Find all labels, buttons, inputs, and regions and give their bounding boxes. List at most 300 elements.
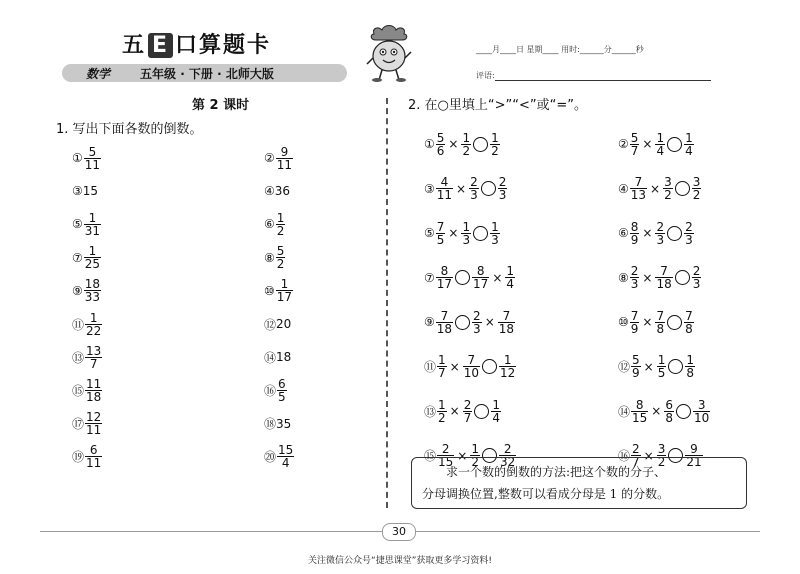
- fraction-denominator: 12: [500, 366, 516, 380]
- fraction-numerator: 1: [88, 210, 97, 225]
- fraction-denominator: 9: [630, 321, 639, 336]
- item-number: ⑪: [72, 317, 85, 332]
- item-number: ⑲: [72, 450, 85, 465]
- fraction-numerator: 3: [657, 442, 666, 456]
- integer-value: 35: [276, 416, 292, 431]
- item-number: ⑰: [72, 417, 85, 432]
- item-number: ⑱: [264, 417, 277, 432]
- fraction: [630, 265, 640, 290]
- reciprocal-item: [264, 442, 295, 472]
- fraction-denominator: 2: [491, 143, 499, 158]
- fraction-denominator: 25: [84, 257, 101, 272]
- lesson-title: 第 2 课时: [192, 98, 250, 113]
- fraction: [472, 265, 489, 290]
- multiply-sign: ×: [642, 137, 653, 151]
- reciprocal-item: [264, 276, 294, 306]
- reciprocal-item: [264, 375, 288, 405]
- fraction-numerator: 3: [697, 397, 706, 412]
- fraction-numerator: 5: [632, 353, 640, 367]
- item-number: ⑫: [618, 360, 631, 374]
- fraction-denominator: 3: [630, 277, 639, 291]
- fraction-numerator: 8: [440, 264, 449, 278]
- fraction-numerator: 7: [630, 308, 639, 323]
- reciprocal-item: [72, 342, 103, 372]
- fraction-numerator: 2: [503, 442, 512, 456]
- compare-item: [424, 129, 501, 159]
- fraction: [630, 132, 640, 157]
- fraction-numerator: 1: [491, 219, 499, 234]
- item-number: ③: [424, 181, 435, 196]
- fraction: [463, 399, 473, 424]
- fraction-numerator: 7: [685, 308, 693, 323]
- fraction-denominator: 3: [692, 277, 701, 291]
- question-2-title: 2. 在○里填上“>”“<”或“=”。: [408, 98, 587, 113]
- subject-banner: [62, 64, 347, 82]
- reciprocal-item: [72, 176, 98, 206]
- item-number: ⑩: [264, 283, 275, 298]
- integer-value: 15: [82, 184, 99, 199]
- fraction: [664, 399, 674, 424]
- fraction-numerator: 1: [276, 210, 285, 225]
- reciprocal-item: [264, 176, 290, 206]
- compare-item: [618, 129, 695, 159]
- fraction-denominator: 6: [436, 143, 445, 158]
- answer-circle: [474, 404, 489, 419]
- fraction: [630, 221, 640, 246]
- fraction-denominator: 18: [86, 389, 102, 404]
- fraction: [655, 310, 665, 335]
- reciprocal-item: [72, 209, 102, 239]
- fraction-denominator: 18: [656, 277, 672, 291]
- footer-note: 关注微信公众号“捷思课堂”获取更多学习资料!: [308, 556, 492, 566]
- grade-label: 五年级 · 下册 · 北师大版: [140, 66, 274, 81]
- answer-circle: [482, 359, 497, 374]
- multiply-sign: ×: [449, 359, 460, 374]
- multiply-sign: ×: [448, 226, 459, 240]
- fraction-denominator: 9: [630, 232, 639, 247]
- fraction-denominator: 3: [498, 188, 507, 202]
- fraction-denominator: 4: [685, 143, 693, 158]
- fraction: [505, 265, 515, 290]
- fraction-numerator: 2: [470, 175, 478, 189]
- fraction-denominator: 17: [276, 290, 293, 305]
- item-number: ⑨: [72, 283, 83, 298]
- fraction-denominator: 33: [84, 290, 101, 305]
- reciprocal-item: [264, 243, 286, 273]
- item-number: ③: [72, 184, 83, 199]
- fraction: [663, 176, 673, 201]
- fraction-numerator: 7: [634, 175, 643, 189]
- compare-item: [424, 263, 516, 293]
- item-number: ④: [618, 181, 629, 196]
- fraction: [85, 378, 102, 403]
- fraction-numerator: 13: [86, 343, 102, 358]
- fraction-denominator: 3: [491, 232, 499, 247]
- fraction-numerator: 2: [463, 397, 472, 412]
- comment-line: [476, 70, 711, 81]
- fraction-denominator: 4: [506, 277, 515, 291]
- fraction-denominator: 7: [438, 366, 446, 380]
- fraction: [437, 399, 447, 424]
- fraction-denominator: 4: [492, 410, 500, 425]
- reciprocal-item: [72, 375, 103, 405]
- multiply-sign: ×: [650, 181, 661, 196]
- fraction-denominator: 18: [498, 321, 515, 336]
- multiply-sign: ×: [643, 448, 654, 463]
- comment-underline: [495, 71, 711, 81]
- title-suffix: 口算题卡: [175, 33, 272, 58]
- item-number: ⑤: [424, 226, 435, 240]
- compare-item: [618, 263, 702, 293]
- fraction-numerator: 1: [471, 442, 479, 456]
- compare-item: [618, 218, 695, 248]
- item-number: ⑥: [264, 217, 275, 232]
- fraction-numerator: 1: [492, 397, 500, 412]
- fraction-denominator: 2: [471, 455, 479, 469]
- fraction-numerator: 2: [685, 219, 693, 234]
- item-number: ②: [618, 137, 629, 151]
- fraction-denominator: 4: [656, 143, 665, 158]
- fraction: [436, 310, 453, 335]
- fraction-denominator: 9: [632, 366, 640, 380]
- fraction-denominator: 11: [86, 456, 102, 471]
- fraction-denominator: 2: [664, 188, 672, 202]
- card-title: [122, 28, 271, 59]
- fraction-denominator: 22: [86, 323, 102, 338]
- fraction-numerator: 4: [440, 175, 449, 189]
- answer-circle: [667, 315, 682, 330]
- fraction-denominator: 11: [84, 157, 101, 172]
- fraction-denominator: 5: [657, 366, 666, 380]
- fraction-numerator: 3: [692, 175, 701, 189]
- fraction-numerator: 2: [630, 264, 639, 278]
- answer-circle: [675, 181, 690, 196]
- fraction-numerator: 8: [476, 264, 485, 278]
- item-number: ①: [72, 151, 83, 165]
- title-prefix: 五: [122, 33, 147, 58]
- fraction: [655, 265, 672, 290]
- answer-circle: [667, 226, 682, 241]
- fraction-numerator: 1: [88, 244, 97, 259]
- item-number: ⑤: [72, 217, 83, 232]
- answer-circle: [455, 315, 470, 330]
- reciprocal-item: [264, 209, 286, 239]
- fraction: [84, 146, 101, 171]
- fraction: [693, 399, 710, 424]
- fraction-numerator: 1: [506, 264, 515, 278]
- item-number: ⑭: [264, 350, 277, 365]
- fraction: [684, 221, 694, 246]
- comment-label: 评语:: [476, 71, 495, 80]
- item-number: ⑨: [424, 315, 435, 329]
- compare-item: [424, 218, 501, 248]
- answer-circle: [667, 137, 682, 152]
- fraction-denominator: 5: [278, 389, 286, 404]
- multiply-sign: ×: [456, 181, 467, 196]
- fraction-numerator: 3: [664, 175, 672, 189]
- reciprocal-item: [264, 143, 294, 173]
- fraction: [461, 132, 471, 157]
- answer-circle: [668, 359, 683, 374]
- reciprocal-item: [72, 309, 103, 339]
- fraction-numerator: 5: [630, 130, 639, 145]
- fraction-denominator: 8: [665, 410, 673, 425]
- fraction-denominator: 3: [656, 232, 665, 247]
- reciprocal-item: [264, 409, 291, 439]
- tip-box: [411, 457, 747, 509]
- fraction-denominator: 7: [630, 143, 639, 158]
- fraction-denominator: 7: [463, 410, 472, 425]
- fraction-denominator: 10: [694, 410, 710, 425]
- compare-item: [618, 174, 702, 204]
- fraction-numerator: 11: [86, 376, 102, 391]
- fraction-numerator: 8: [635, 397, 644, 412]
- fraction-numerator: 1: [438, 353, 446, 367]
- tip-line-1: 求一个数的倒数的方法:把这个数的分子、: [446, 465, 667, 479]
- fraction-denominator: 21: [686, 455, 702, 469]
- item-number: ⑧: [264, 250, 275, 265]
- compare-item: [424, 396, 502, 426]
- answer-circle: [675, 270, 690, 285]
- fraction-numerator: 6: [665, 397, 673, 412]
- integer-value: 18: [276, 350, 292, 365]
- fraction: [85, 312, 102, 337]
- fraction: [657, 354, 667, 379]
- fraction-numerator: 1: [462, 219, 471, 234]
- fraction-denominator: 11: [86, 423, 102, 438]
- fraction: [498, 176, 508, 201]
- multiply-sign: ×: [642, 315, 653, 329]
- fraction-denominator: 2: [276, 223, 285, 238]
- subject-label: 数学: [86, 66, 111, 81]
- item-number: ⑦: [72, 250, 83, 265]
- fraction-numerator: 6: [89, 443, 98, 458]
- multiply-sign: ×: [448, 137, 459, 151]
- question-1-title: 1. 写出下面各数的倒数。: [56, 122, 203, 137]
- fraction: [692, 176, 702, 201]
- fraction-numerator: 1: [503, 353, 512, 367]
- fraction-denominator: 15: [438, 455, 454, 469]
- fraction-denominator: 7: [89, 356, 98, 371]
- item-number: ⑬: [72, 350, 85, 365]
- reciprocal-item: [72, 442, 103, 472]
- compare-item: [424, 352, 517, 382]
- fraction-denominator: 2: [657, 455, 666, 469]
- reciprocal-item: [72, 409, 103, 439]
- fraction-denominator: 5: [436, 232, 445, 247]
- fraction-numerator: 5: [276, 244, 285, 259]
- fraction-numerator: 1: [89, 310, 98, 325]
- fraction: [84, 212, 101, 237]
- fraction-denominator: 11: [436, 188, 453, 202]
- integer-value: 36: [274, 184, 291, 199]
- fraction-denominator: 3: [685, 232, 693, 247]
- multiply-sign: ×: [492, 270, 503, 285]
- fraction-denominator: 2: [462, 143, 471, 158]
- fraction: [469, 176, 479, 201]
- fraction-denominator: 3: [462, 232, 471, 247]
- compare-item: [618, 396, 711, 426]
- multiply-sign: ×: [642, 270, 653, 285]
- fraction: [499, 354, 516, 379]
- fraction: [461, 221, 471, 246]
- fraction: [85, 411, 102, 436]
- fraction-numerator: 5: [436, 130, 445, 145]
- fraction: [498, 310, 515, 335]
- mascot-icon: [364, 24, 414, 82]
- fraction: [276, 146, 293, 171]
- fraction-denominator: 3: [470, 188, 478, 202]
- fraction-numerator: 1: [686, 353, 694, 367]
- date-time-line: ____月____日 星期____ 用时:______分______秒: [476, 45, 644, 54]
- answer-circle: [473, 137, 488, 152]
- item-number: ⑭: [618, 404, 631, 419]
- answer-circle: [473, 226, 488, 241]
- fraction-numerator: 7: [467, 353, 476, 367]
- fraction: [276, 278, 293, 303]
- fraction-numerator: 2: [498, 175, 507, 189]
- fraction-denominator: 2: [438, 410, 446, 425]
- item-number: ⑳: [264, 450, 277, 465]
- fraction: [436, 221, 446, 246]
- fraction-numerator: 7: [656, 308, 665, 323]
- reciprocal-item: [264, 309, 291, 339]
- item-number: ⑬: [424, 404, 437, 419]
- answer-circle: [481, 181, 496, 196]
- item-number: ②: [264, 151, 275, 165]
- fraction-numerator: 7: [436, 219, 445, 234]
- fraction: [437, 354, 447, 379]
- fraction: [85, 345, 102, 370]
- compare-item: [618, 352, 696, 382]
- fraction: [655, 132, 665, 157]
- compare-item: [424, 307, 516, 337]
- item-number: ⑧: [618, 270, 629, 285]
- answer-circle: [455, 270, 470, 285]
- title-mark: E: [148, 33, 173, 58]
- answer-circle: [676, 404, 691, 419]
- fraction-numerator: 1: [656, 130, 665, 145]
- fraction-denominator: 17: [436, 277, 453, 291]
- fraction-numerator: 5: [88, 144, 97, 159]
- multiply-sign: ×: [449, 404, 460, 418]
- fraction-denominator: 8: [685, 321, 693, 336]
- item-number: ⑦: [424, 270, 435, 285]
- fraction: [631, 354, 641, 379]
- fraction-denominator: 18: [436, 321, 453, 336]
- item-number: ⑮: [424, 449, 437, 463]
- compare-item: [424, 174, 508, 204]
- reciprocal-item: [72, 276, 102, 306]
- multiply-sign: ×: [457, 448, 468, 463]
- fraction: [490, 221, 500, 246]
- fraction: [684, 132, 694, 157]
- fraction: [631, 399, 648, 424]
- fraction: [85, 444, 102, 469]
- fraction-numerator: 6: [278, 376, 286, 391]
- page-number: 30: [382, 523, 416, 541]
- fraction: [277, 444, 294, 469]
- fraction: [472, 310, 482, 335]
- fraction-numerator: 15: [278, 443, 294, 458]
- fraction-numerator: 1: [685, 130, 693, 145]
- fraction-numerator: 1: [280, 277, 289, 292]
- fraction: [655, 221, 665, 246]
- fraction-numerator: 2: [692, 264, 701, 278]
- fraction-numerator: 7: [502, 308, 511, 323]
- fraction-denominator: 31: [84, 223, 101, 238]
- fraction-denominator: 2: [276, 257, 285, 272]
- fraction-denominator: 17: [473, 277, 489, 291]
- fraction-denominator: 10: [463, 366, 479, 380]
- item-number: ⑯: [264, 383, 277, 398]
- fraction: [463, 354, 480, 379]
- fraction-numerator: 2: [441, 442, 450, 456]
- multiply-sign: ×: [484, 315, 495, 329]
- fraction: [491, 399, 501, 424]
- fraction-numerator: 9: [690, 442, 698, 456]
- multiply-sign: ×: [643, 359, 654, 374]
- fraction-denominator: 4: [281, 456, 290, 471]
- integer-value: 20: [276, 317, 292, 331]
- fraction: [685, 354, 695, 379]
- multiply-sign: ×: [642, 226, 653, 240]
- fraction: [436, 176, 453, 201]
- fraction-numerator: 2: [656, 219, 665, 234]
- fraction: [490, 132, 500, 157]
- fraction-numerator: 1: [657, 353, 666, 367]
- fraction-denominator: 13: [630, 188, 647, 202]
- fraction-denominator: 8: [656, 321, 665, 336]
- fraction: [436, 132, 446, 157]
- fraction-denominator: 2: [692, 188, 701, 202]
- fraction-numerator: 1: [491, 130, 499, 145]
- fraction-numerator: 2: [473, 308, 481, 323]
- compare-item: [618, 307, 695, 337]
- fraction-denominator: 11: [276, 157, 293, 172]
- reciprocal-item: [72, 243, 102, 273]
- fraction: [692, 265, 702, 290]
- fraction-numerator: 7: [440, 308, 449, 323]
- fraction: [630, 310, 640, 335]
- item-number: ⑩: [618, 315, 629, 329]
- item-number: ⑪: [424, 360, 437, 374]
- fraction-denominator: 32: [500, 455, 516, 469]
- reciprocal-item: [264, 342, 291, 372]
- fraction-numerator: 9: [280, 144, 289, 159]
- item-number: ⑥: [618, 226, 629, 240]
- fraction-numerator: 12: [86, 410, 102, 425]
- fraction: [276, 245, 286, 270]
- fraction-numerator: 2: [632, 442, 640, 456]
- fraction: [436, 265, 453, 290]
- fraction: [277, 378, 287, 403]
- fraction-denominator: 8: [686, 366, 694, 380]
- column-divider: [386, 98, 388, 508]
- tip-line-2: 分母调换位置,整数可以看成分母是 1 的分数。: [422, 487, 670, 501]
- item-number: ⑫: [264, 317, 277, 332]
- item-number: ①: [424, 137, 435, 151]
- fraction-numerator: 1: [462, 130, 471, 145]
- fraction-numerator: 7: [660, 264, 668, 278]
- fraction: [684, 310, 694, 335]
- item-number: ④: [264, 184, 275, 199]
- fraction-numerator: 8: [630, 219, 639, 234]
- item-number: ⑯: [618, 449, 631, 463]
- fraction: [84, 278, 101, 303]
- fraction-denominator: 7: [632, 455, 640, 469]
- fraction-numerator: 18: [84, 277, 101, 292]
